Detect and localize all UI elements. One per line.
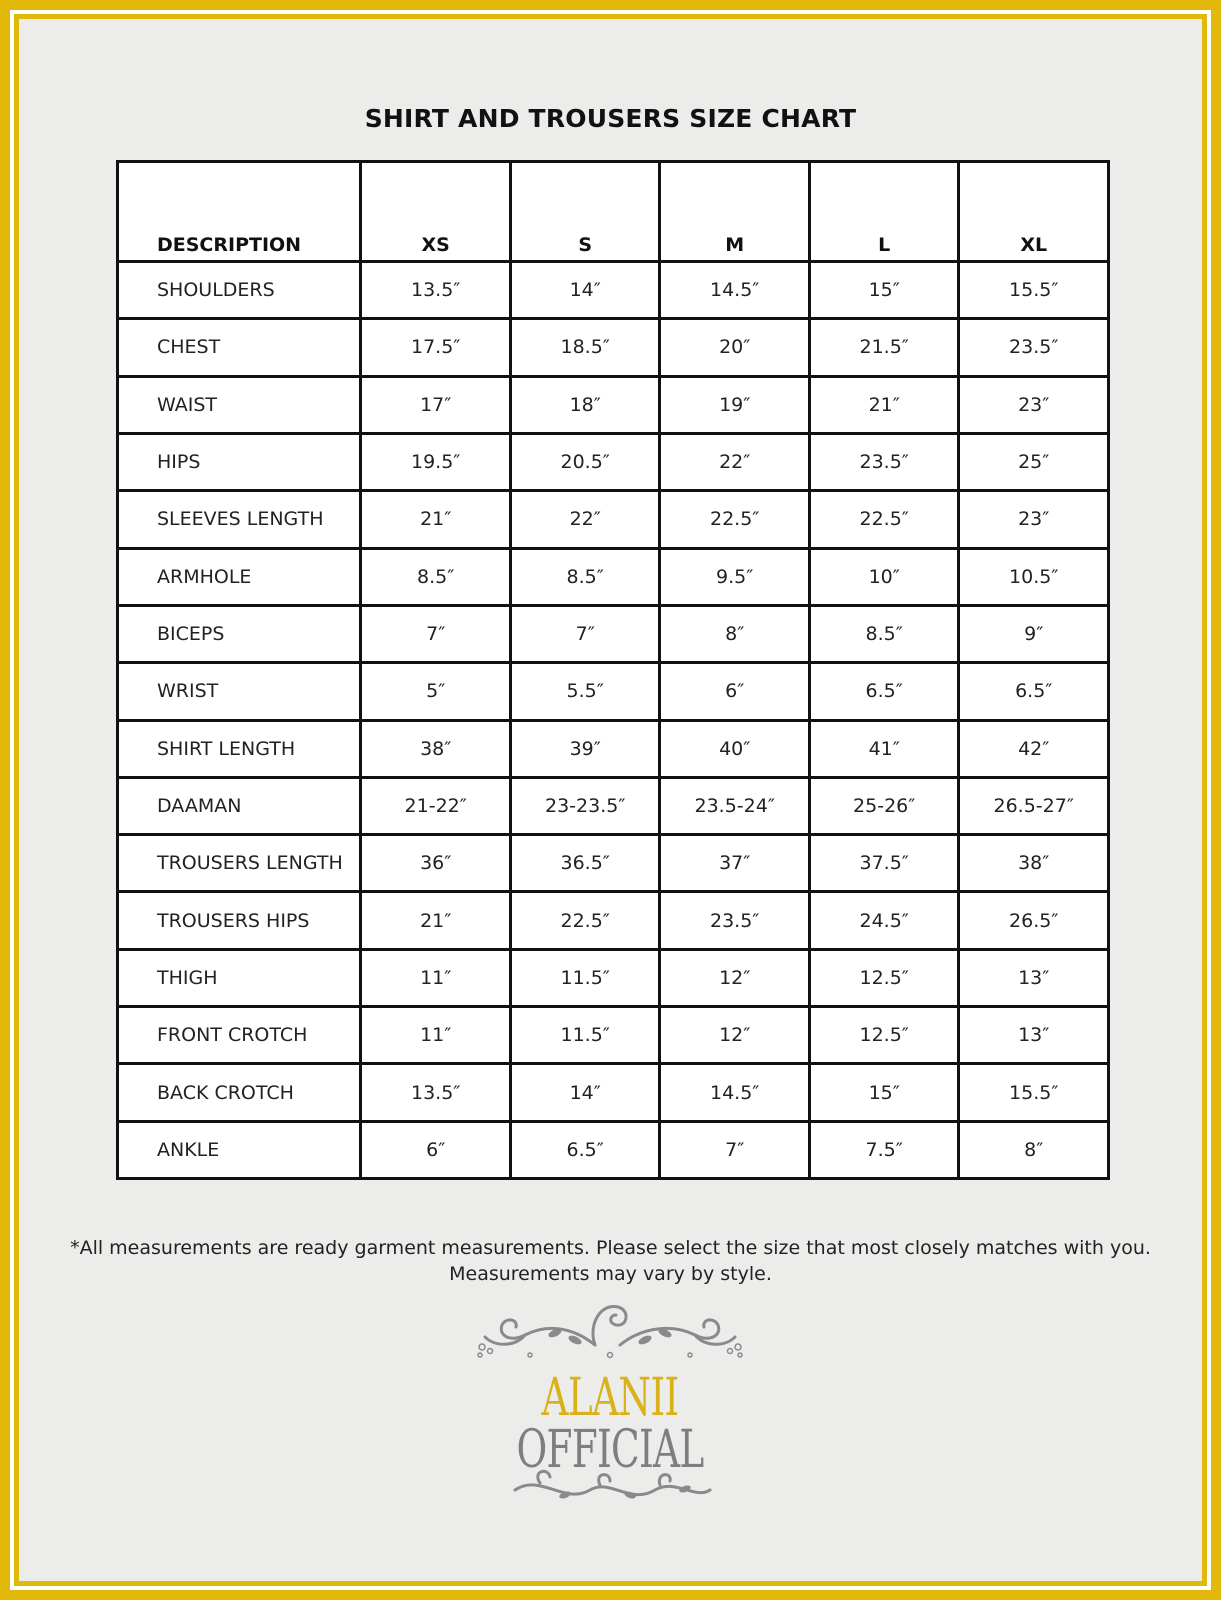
measurement-note (0, 1235, 1221, 1287)
table-row (118, 605, 1109, 662)
table-row (118, 835, 1109, 892)
size-cell-xl: 23.5″ (959, 319, 1109, 376)
size-cell-xs: 11″ (361, 949, 511, 1006)
size-cell-l: 10″ (809, 548, 959, 605)
size-cell-s: 5.5″ (510, 663, 660, 720)
size-cell-l: 12.5″ (809, 1007, 959, 1064)
size-cell-l: 15″ (809, 262, 959, 319)
table-row (118, 433, 1109, 490)
size-cell-s: 14″ (510, 262, 660, 319)
size-cell-s: 18.5″ (510, 319, 660, 376)
row-label: BICEPS (118, 605, 361, 662)
size-cell-m: 12″ (660, 1007, 810, 1064)
row-label: SHOULDERS (118, 262, 361, 319)
size-cell-xs: 8.5″ (361, 548, 511, 605)
size-cell-m: 14.5″ (660, 1064, 810, 1121)
row-label: SHIRT LENGTH (118, 720, 361, 777)
size-cell-xs: 21-22″ (361, 777, 511, 834)
size-cell-xl: 23″ (959, 491, 1109, 548)
row-label: TROUSERS HIPS (118, 892, 361, 949)
table-row (118, 548, 1109, 605)
size-cell-xs: 11″ (361, 1007, 511, 1064)
header-size-l: L (809, 162, 959, 262)
size-cell-xs: 21″ (361, 491, 511, 548)
size-cell-m: 14.5″ (660, 262, 810, 319)
header-size-xs: XS (361, 162, 511, 262)
table-row (118, 720, 1109, 777)
size-cell-s: 22″ (510, 491, 660, 548)
note-line-2: Measurements may vary by style. (449, 1263, 772, 1285)
row-label: DAAMAN (118, 777, 361, 834)
size-chart-table (116, 160, 1110, 1180)
size-cell-xl: 25″ (959, 433, 1109, 490)
size-cell-xl: 6.5″ (959, 663, 1109, 720)
size-cell-s: 20.5″ (510, 433, 660, 490)
row-label: BACK CROTCH (118, 1064, 361, 1121)
page-title: SHIRT AND TROUSERS SIZE CHART (364, 104, 857, 133)
row-label: FRONT CROTCH (118, 1007, 361, 1064)
size-cell-xl: 13″ (959, 1007, 1109, 1064)
size-cell-l: 22.5″ (809, 491, 959, 548)
table-row (118, 949, 1109, 1006)
note-line-1: *All measurements are ready garment measurements. Please select the size that most closely matches with you. (70, 1237, 1151, 1259)
size-cell-xs: 17″ (361, 376, 511, 433)
table-row (118, 1064, 1109, 1121)
header-description: DESCRIPTION (118, 162, 361, 262)
size-cell-s: 22.5″ (510, 892, 660, 949)
size-cell-xl: 8″ (959, 1121, 1109, 1178)
table-row (118, 1007, 1109, 1064)
size-cell-l: 41″ (809, 720, 959, 777)
size-cell-xl: 26.5″ (959, 892, 1109, 949)
table-row (118, 892, 1109, 949)
size-cell-m: 9.5″ (660, 548, 810, 605)
table-header-row (118, 162, 1109, 262)
row-label: ANKLE (157, 1138, 220, 1161)
table-row (118, 319, 1109, 376)
size-cell-xl: 23″ (959, 376, 1109, 433)
size-cell-m: 22″ (660, 433, 810, 490)
table-row (118, 777, 1109, 834)
logo-text-alanii: ALANII (541, 1368, 679, 1428)
size-cell-xs: 21″ (361, 892, 511, 949)
size-cell-m: 19″ (660, 376, 810, 433)
size-cell-xl: 15.5″ (959, 1064, 1109, 1121)
size-cell-s: 7″ (510, 605, 660, 662)
size-cell-m: 20″ (660, 319, 810, 376)
size-cell-xl: 26.5-27″ (959, 777, 1109, 834)
row-label: TROUSERS LENGTH (118, 835, 361, 892)
header-size-xl: XL (959, 162, 1109, 262)
size-cell-m: 7″ (660, 1121, 810, 1178)
size-cell-l: 8.5″ (809, 605, 959, 662)
logo-text-official: OFFICIAL (516, 1420, 704, 1480)
size-cell-s: 39″ (510, 720, 660, 777)
size-cell-xl: 9″ (959, 605, 1109, 662)
row-label: HIPS (118, 433, 361, 490)
table-row (118, 376, 1109, 433)
size-cell-m: 37″ (660, 835, 810, 892)
size-cell-m: 23.5″ (660, 892, 810, 949)
table-row (118, 663, 1109, 720)
size-cell-l: 6.5″ (809, 663, 959, 720)
row-label: ARMHOLE (118, 548, 361, 605)
size-cell-xl: 10.5″ (959, 548, 1109, 605)
header-size-m: M (660, 162, 810, 262)
size-cell-xs: 7″ (361, 605, 511, 662)
size-cell-m: 12″ (660, 949, 810, 1006)
size-cell-l: 21″ (809, 376, 959, 433)
size-cell-xs: 36″ (361, 835, 511, 892)
size-cell-m: 40″ (660, 720, 810, 777)
size-cell-xl: 15.5″ (959, 262, 1109, 319)
size-cell-m: 8″ (660, 605, 810, 662)
size-cell-xs: 13.5″ (361, 262, 511, 319)
size-cell-l: 24.5″ (809, 892, 959, 949)
table-row (118, 1121, 1109, 1178)
size-cell-s: 18″ (510, 376, 660, 433)
size-cell-xs: 19.5″ (361, 433, 511, 490)
header-size-s: S (510, 162, 660, 262)
size-cell-xs: 5″ (361, 663, 511, 720)
size-cell-s: 8.5″ (510, 548, 660, 605)
size-cell-l: 25-26″ (809, 777, 959, 834)
table-row (118, 491, 1109, 548)
size-cell-l: 15″ (809, 1064, 959, 1121)
size-cell-m: 22.5″ (660, 491, 810, 548)
row-label: SLEEVES LENGTH (118, 491, 361, 548)
size-cell-xs: 6″ (361, 1121, 511, 1178)
size-cell-l: 23.5″ (809, 433, 959, 490)
size-cell-s: 6.5″ (510, 1121, 660, 1178)
table-body (118, 262, 1109, 1179)
row-label: WAIST (118, 376, 361, 433)
size-cell-s: 11.5″ (510, 949, 660, 1006)
size-cell-m: 23.5-24″ (660, 777, 810, 834)
size-cell-s: 36.5″ (510, 835, 660, 892)
size-cell-l: 37.5″ (809, 835, 959, 892)
size-cell-s: 14″ (510, 1064, 660, 1121)
size-cell-l: 12.5″ (809, 949, 959, 1006)
size-cell-l: 7.5″ (809, 1121, 959, 1178)
size-cell-xl: 42″ (959, 720, 1109, 777)
size-cell-xs: 13.5″ (361, 1064, 511, 1121)
row-label: THIGH (118, 949, 361, 1006)
size-cell-l: 21.5″ (809, 319, 959, 376)
brand-logo (470, 1295, 750, 1515)
size-cell-xl: 38″ (959, 835, 1109, 892)
row-label: CHEST (118, 319, 361, 376)
size-cell-xs: 17.5″ (361, 319, 511, 376)
size-cell-s: 11.5″ (510, 1007, 660, 1064)
table-row (118, 262, 1109, 319)
row-label: WRIST (118, 663, 361, 720)
size-cell-xl: 13″ (959, 949, 1109, 1006)
size-cell-m: 6″ (660, 663, 810, 720)
size-cell-s: 23-23.5″ (510, 777, 660, 834)
size-cell-xs: 38″ (361, 720, 511, 777)
